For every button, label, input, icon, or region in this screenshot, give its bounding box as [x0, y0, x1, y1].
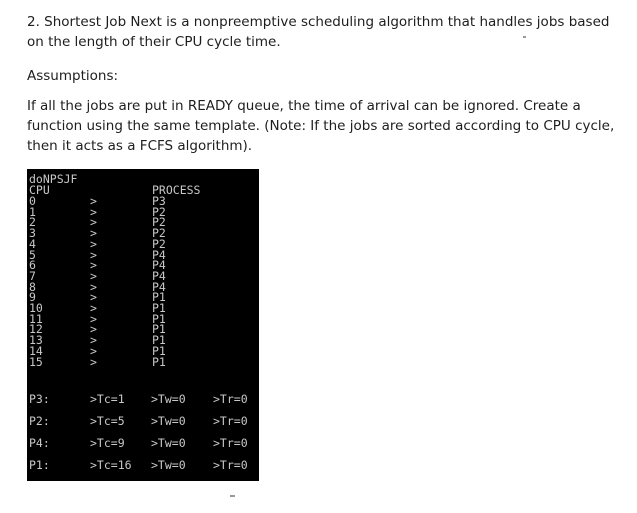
process-value: P1: [152, 301, 166, 315]
summary-process-name: P4:: [29, 436, 50, 450]
cpu-value: 2: [29, 215, 36, 230]
summary-tc-value: >Tc=9: [90, 436, 125, 450]
arrow-marker: >: [90, 290, 97, 305]
cpu-value: 14: [29, 343, 43, 358]
summary-tr-value: >Tr=0: [213, 414, 248, 428]
arrow-marker: >: [90, 343, 97, 358]
process-value: P1: [152, 311, 166, 326]
summary-tw-value: >Tw=0: [151, 414, 186, 428]
process-value: P2: [152, 236, 166, 251]
process-value: P1: [152, 354, 166, 369]
process-value: P1: [152, 333, 166, 348]
arrow-marker: >: [90, 279, 97, 294]
process-value: P4: [152, 258, 166, 273]
cpu-value: 10: [29, 301, 43, 315]
arrow-marker: >: [90, 333, 97, 348]
process-value: P1: [152, 322, 166, 337]
process-value: P2: [152, 226, 166, 241]
cpu-value: 12: [29, 322, 43, 337]
cpu-value: 9: [29, 290, 36, 305]
cpu-value: 8: [29, 279, 36, 294]
cpu-column-header: CPU: [29, 183, 50, 197]
summary-tr-value: >Tr=0: [213, 436, 248, 450]
assumptions-body: If all the jobs are put in READY queue, the time of arrival can be ignored. Create a function using the same template. (Note: If the jobs are sorted according to CPU cycle, then it acts as a FCFS algorithm).: [27, 98, 615, 154]
process-value: P4: [152, 247, 166, 262]
process-value: P1: [152, 343, 166, 358]
arrow-marker: >: [90, 311, 97, 326]
summary-tr-value: >Tr=0: [213, 392, 248, 406]
summary-tc-value: >Tc=5: [90, 414, 125, 428]
arrow-marker: >: [90, 194, 97, 208]
arrow-marker: >: [90, 247, 97, 262]
console-output-screenshot: [27, 169, 259, 481]
scan-speck: [230, 495, 235, 497]
summary-process-name: P1:: [29, 458, 50, 472]
arrow-marker: >: [90, 354, 97, 369]
summary-tw-value: >Tw=0: [151, 458, 186, 472]
cpu-value: 11: [29, 311, 43, 326]
cpu-value: 1: [29, 204, 36, 219]
process-value: P4: [152, 268, 166, 283]
summary-tw-value: >Tw=0: [151, 392, 186, 406]
arrow-marker: >: [90, 215, 97, 230]
summary-process-name: P2:: [29, 414, 50, 428]
process-value: P2: [152, 215, 166, 230]
summary-tr-value: >Tr=0: [213, 458, 248, 472]
cpu-value: 6: [29, 258, 36, 273]
assumptions-heading: Assumptions:: [27, 68, 119, 84]
process-value: P3: [152, 194, 166, 208]
arrow-marker: >: [90, 258, 97, 273]
arrow-marker: >: [90, 226, 97, 241]
console-title: doNPSJF: [29, 172, 78, 186]
cpu-value: 7: [29, 268, 36, 283]
cpu-value: 13: [29, 333, 43, 348]
scan-speck: [523, 36, 526, 38]
cpu-value: 0: [29, 194, 36, 208]
process-value: P2: [152, 204, 166, 219]
process-column-header: PROCESS: [152, 183, 201, 197]
cpu-value: 15: [29, 354, 43, 369]
summary-tc-value: >Tc=1: [90, 392, 125, 406]
summary-tw-value: >Tw=0: [151, 436, 186, 450]
arrow-marker: >: [90, 268, 97, 283]
arrow-marker: >: [90, 322, 97, 337]
process-value: P1: [152, 290, 166, 305]
summary-process-name: P3:: [29, 392, 50, 406]
arrow-marker: >: [90, 236, 97, 251]
arrow-marker: >: [90, 301, 97, 315]
question-text: 2. Shortest Job Next is a nonpreemptive scheduling algorithm that handles jobs based on the length of their CPU cycle time.: [27, 14, 610, 50]
cpu-value: 3: [29, 226, 36, 241]
summary-tc-value: >Tc=16: [90, 458, 132, 472]
arrow-marker: >: [90, 204, 97, 219]
cpu-value: 4: [29, 236, 36, 251]
cpu-value: 5: [29, 247, 36, 262]
process-value: P4: [152, 279, 166, 294]
